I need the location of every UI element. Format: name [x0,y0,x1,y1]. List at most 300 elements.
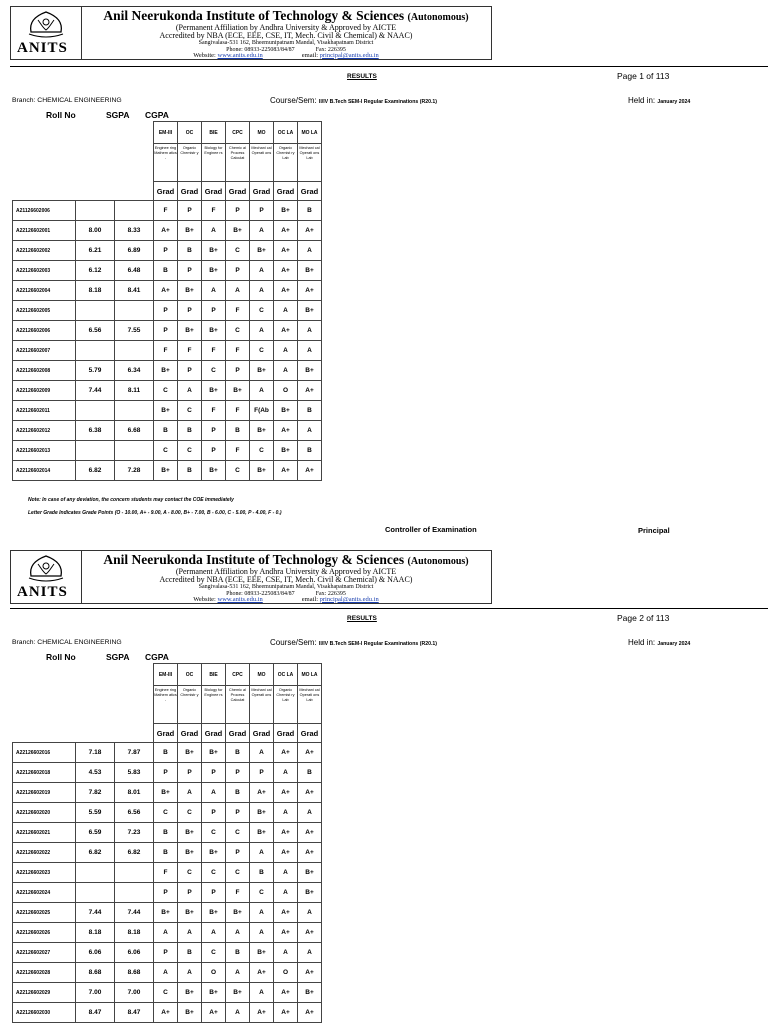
grade-cell: A+ [298,461,322,481]
held-label: Held in: [628,638,656,647]
spacer [76,122,115,144]
fax: Fax: 226395 [315,46,346,53]
grade-cell: B [154,823,178,843]
grade-cell: A [250,983,274,1003]
deviation-note: Note: In case of any deviation, the concern students may contact the COE immediately [28,497,234,503]
grade-cell: F [226,401,250,421]
grade-cell: A [274,943,298,963]
spacer [115,724,154,743]
grade-cell: A [202,923,226,943]
address: Sangivalasa-531 162, Bheemunipatnam Mandal, Visakhapatnam District [198,40,374,47]
roll-number: A22126602004 [13,281,76,301]
phone: Phone: 08933-225083/84/87 [226,590,295,597]
subject-code: MO [250,122,274,144]
grade-cell: A+ [298,381,322,401]
grade-cell: B+ [178,843,202,863]
course-label: Course/Sem: [270,638,317,647]
table-row [13,301,322,321]
cgpa-value [115,441,154,461]
grade-cell: P [178,261,202,281]
grade-cell: P [226,361,250,381]
roll-number: A21126602006 [13,201,76,221]
institute-header [10,550,492,604]
subject-name: Mechani cal Operati ons [250,144,274,182]
grade-cell: A [226,281,250,301]
roll-number: A22126602024 [13,883,76,903]
results-heading: RESULTS [347,615,377,622]
grade-label: Grad [178,724,202,743]
grade-cell: A+ [250,783,274,803]
grade-cell: A+ [274,783,298,803]
cgpa-value: 7.44 [115,903,154,923]
grade-cell: C [226,461,250,481]
website-label: Website: [193,595,216,603]
cgpa-value: 7.00 [115,983,154,1003]
roll-no-header: Roll No [46,110,76,120]
sgpa-value: 6.82 [76,843,115,863]
grade-label: Grad [154,724,178,743]
subject-code: CPC [226,664,250,686]
grade-cell: P [202,301,226,321]
sgpa-value: 7.82 [76,783,115,803]
cgpa-value: 6.48 [115,261,154,281]
grade-cell: C [154,441,178,461]
grade-cell: A [298,903,322,923]
subject-name: Organic Chemist ry Lab [274,144,298,182]
spacer [13,686,76,724]
subject-code: CPC [226,122,250,144]
roll-number: A22126602026 [13,923,76,943]
grade-cell: F [226,883,250,903]
grade-label: Grad [298,724,322,743]
grade-cell: B+ [298,301,322,321]
table-row [13,261,322,281]
course-value: II/IV B.Tech SEM-I Regular Examinations (R20.1) [318,99,438,105]
grade-label-row [13,182,322,201]
grade-cell: C [250,301,274,321]
grade-cell: B [298,201,322,221]
email-link[interactable]: principal@anits.edu.in [319,51,379,59]
grade-cell: B+ [202,461,226,481]
grade-cell: A [298,321,322,341]
institute-info [81,553,491,604]
grade-label: Grad [226,724,250,743]
table-row [13,903,322,923]
table-row [13,743,322,763]
grade-cell: A [202,281,226,301]
grade-cell: B+ [250,803,274,823]
grade-cell: P [226,843,250,863]
cgpa-header: CGPA [145,110,169,120]
table-row [13,381,322,401]
grade-cell: A [298,241,322,261]
roll-number: A22126602020 [13,803,76,823]
grade-cell: F [226,441,250,461]
principal-signature: Principal [638,526,670,535]
roll-number: A22126602014 [13,461,76,481]
grade-cell: O [274,963,298,983]
grade-cell: A [250,261,274,281]
sgpa-header: SGPA [106,110,130,120]
grade-cell: F [226,341,250,361]
grade-label: Grad [250,182,274,201]
grade-cell: P [178,883,202,903]
table-row [13,201,322,221]
grade-cell: F [178,341,202,361]
spacer [115,686,154,724]
grade-cell: B+ [178,983,202,1003]
subject-code: OC [178,664,202,686]
grade-cell: B [154,843,178,863]
page-number: Page 2 of 113 [617,613,670,623]
cgpa-value: 5.83 [115,763,154,783]
table-row [13,441,322,461]
table-row [13,823,322,843]
grade-cell: B+ [178,321,202,341]
spacer [76,724,115,743]
accreditation: Accredited by NBA (ECE, EEE, CSE, IT, Mech. Civil & Chemical) & NAAC) [159,574,413,584]
grade-cell: A [274,301,298,321]
cgpa-value: 7.23 [115,823,154,843]
grade-cell: C [226,823,250,843]
grade-label-row [13,724,322,743]
grade-cell: B+ [154,783,178,803]
grade-cell: A [154,963,178,983]
cgpa-value [115,301,154,321]
subject-code: EM-III [154,122,178,144]
grade-cell: B [250,863,274,883]
roll-number: A22126602007 [13,341,76,361]
roll-number: A22126602012 [13,421,76,441]
sgpa-value: 7.44 [76,381,115,401]
grade-cell: B [178,241,202,261]
grade-cell: P [202,441,226,461]
grade-cell: C [226,863,250,883]
grade-cell: P [154,883,178,903]
grade-cell: B+ [226,983,250,1003]
grade-cell: B+ [274,401,298,421]
table-row [13,883,322,903]
email-label: email: [301,595,319,603]
roll-number: A22126602021 [13,823,76,843]
page-number: Page 1 of 113 [617,71,670,81]
sgpa-value: 8.68 [76,963,115,983]
subject-code-row [13,122,322,144]
grade-cell: A+ [274,823,298,843]
grade-cell: B [154,421,178,441]
sgpa-value: 6.38 [76,421,115,441]
grade-cell: B+ [202,983,226,1003]
accreditation: Accredited by NBA (ECE, EEE, CSE, IT, Mech. Civil & Chemical) & NAAC) [159,30,413,40]
grade-cell: A [250,923,274,943]
grade-cell: A [298,421,322,441]
grade-cell: P [178,201,202,221]
sgpa-value [76,883,115,903]
subject-code-row [13,664,322,686]
grade-cell: C [250,883,274,903]
grade-cell: B+ [274,201,298,221]
roll-number: A22126602008 [13,361,76,381]
grade-cell: B+ [226,221,250,241]
logo-text: ANITS [17,584,68,600]
roll-number: A22126602025 [13,903,76,923]
grade-cell: F [202,201,226,221]
roll-number: A22126602005 [13,301,76,321]
website-link[interactable]: www.anits.edu.in [217,51,263,59]
sgpa-value: 8.00 [76,221,115,241]
grade-cell: B+ [274,441,298,461]
grade-cell: A [250,903,274,923]
grade-cell: F [154,341,178,361]
website-link[interactable]: www.anits.edu.in [217,595,263,603]
grade-cell: A+ [298,823,322,843]
subject-name: Chemic al Process Calculat [226,144,250,182]
grade-cell: B+ [202,903,226,923]
cgpa-value [115,883,154,903]
grade-cell: F [154,863,178,883]
table-row [13,321,322,341]
subject-code: OC LA [274,122,298,144]
grade-cell: B+ [202,843,226,863]
grade-cell: B+ [154,361,178,381]
grade-cell: C [202,361,226,381]
cgpa-value [115,201,154,221]
sgpa-value: 8.18 [76,923,115,943]
roll-number: A22126602030 [13,1003,76,1023]
sgpa-value: 6.12 [76,261,115,281]
table-row [13,863,322,883]
grade-cell: C [226,241,250,261]
subject-code: BIE [202,664,226,686]
grade-cell: A [202,221,226,241]
grade-cell: B+ [178,221,202,241]
subject-code: EM-III [154,664,178,686]
grade-cell: B+ [298,361,322,381]
grade-cell: A [298,943,322,963]
grade-cell: C [226,321,250,341]
held-label: Held in: [628,96,656,105]
grade-cell: A+ [274,461,298,481]
grade-cell: B [226,421,250,441]
grade-cell: A [274,863,298,883]
grade-cell: A [178,783,202,803]
roll-number: A22126602018 [13,763,76,783]
grade-cell: A [274,763,298,783]
table-row [13,421,322,441]
sgpa-value: 6.06 [76,943,115,963]
grade-cell: P [250,201,274,221]
grade-points-note: Letter Grade Indicates Grade Points (O - 10.00, A+ - 9.00, A - 8.00, B+ - 7.00, B - 6.00, C - 5.00, P - 4.00, F - 0.) [28,510,282,516]
grade-label: Grad [154,182,178,201]
grade-cell: P [202,421,226,441]
grade-cell: B+ [178,1003,202,1023]
sgpa-value [76,201,115,221]
table-row [13,461,322,481]
grade-label: Grad [226,182,250,201]
sgpa-value [76,863,115,883]
grade-cell: B [154,743,178,763]
grade-cell: A [178,381,202,401]
spacer [13,144,76,182]
logo-text: ANITS [17,40,68,56]
phone: Phone: 08933-225083/84/87 [226,46,295,53]
email-link[interactable]: principal@anits.edu.in [319,595,379,603]
cgpa-value [115,341,154,361]
roll-number: A22126602019 [13,783,76,803]
grade-cell: B [226,783,250,803]
grade-cell: A+ [154,1003,178,1023]
grade-cell: B+ [154,401,178,421]
sgpa-value [76,441,115,461]
spacer [13,724,76,743]
grade-cell: A+ [274,983,298,1003]
course-value: II/IV B.Tech SEM-I Regular Examinations (R20.1) [318,641,438,647]
grade-cell: A+ [298,843,322,863]
grade-label: Grad [202,724,226,743]
grade-cell: A [226,1003,250,1023]
grade-cell: F(Ab [250,401,274,421]
roll-number: A22126602001 [13,221,76,241]
grade-cell: A [250,381,274,401]
grade-label: Grad [274,724,298,743]
grade-cell: B [178,943,202,963]
grade-cell: P [226,261,250,281]
grade-cell: B+ [250,421,274,441]
cgpa-value: 6.68 [115,421,154,441]
subject-code: MO LA [298,122,322,144]
grade-cell: A+ [274,221,298,241]
grade-cell: B [178,421,202,441]
grade-cell: B+ [250,823,274,843]
roll-number: A22126602027 [13,943,76,963]
sgpa-value [76,401,115,421]
grade-cell: A+ [274,241,298,261]
table-row [13,401,322,421]
subject-name: Organic Chemistr y [178,144,202,182]
grade-cell: A [250,321,274,341]
grade-cell: A+ [298,221,322,241]
grade-cell: A+ [274,923,298,943]
grade-cell: P [178,301,202,321]
table-row [13,983,322,1003]
sgpa-value [76,301,115,321]
grade-cell: C [202,863,226,883]
grade-label: Grad [250,724,274,743]
subject-name: Enginee ring Mathem atics - [154,144,178,182]
branch: Branch: CHEMICAL ENGINEERING [12,97,122,104]
grade-cell: B+ [202,261,226,281]
cgpa-value: 6.06 [115,943,154,963]
roll-number: A22126602003 [13,261,76,281]
grade-cell: A [250,843,274,863]
spacer [115,182,154,201]
grade-cell: A [274,803,298,823]
table-row [13,803,322,823]
spacer [76,664,115,686]
divider [10,66,768,67]
grade-cell: B+ [178,281,202,301]
grade-cell: A+ [154,221,178,241]
grade-cell: B+ [298,261,322,281]
sgpa-value: 7.44 [76,903,115,923]
grade-cell: P [154,241,178,261]
grade-cell: A [274,341,298,361]
grade-cell: P [178,763,202,783]
grade-cell: B+ [250,461,274,481]
grade-cell: F [154,201,178,221]
grade-cell: B+ [178,823,202,843]
grade-cell: O [274,381,298,401]
grade-cell: A+ [298,923,322,943]
sgpa-value: 7.00 [76,983,115,1003]
result-page-2 [0,546,768,1024]
sgpa-value: 5.59 [76,803,115,823]
divider [10,608,768,609]
table-row [13,361,322,381]
subject-code: BIE [202,122,226,144]
table-row [13,943,322,963]
grade-cell: C [154,381,178,401]
grade-cell: F [202,341,226,361]
sgpa-value: 6.56 [76,321,115,341]
logo [11,7,82,59]
subject-name: Biology for Enginee rs [202,686,226,724]
roll-number: A22126602009 [13,381,76,401]
cgpa-value [115,401,154,421]
subject-name: Biology for Enginee rs [202,144,226,182]
spacer [76,686,115,724]
grade-cell: C [178,441,202,461]
spacer [13,182,76,201]
cgpa-value: 8.41 [115,281,154,301]
grade-cell: B+ [298,883,322,903]
roll-number: A22126602023 [13,863,76,883]
subject-desc-row [13,144,322,182]
grade-cell: C [202,823,226,843]
grade-cell: A+ [298,281,322,301]
table-row [13,923,322,943]
grade-cell: A [298,803,322,823]
cgpa-header: CGPA [145,652,169,662]
institute-name: Anil Neerukonda Institute of Technology & Sciences [103,8,405,23]
autonomous-label: (Autonomous) [407,556,469,567]
roll-number: A22126602013 [13,441,76,461]
grade-cell: A+ [298,783,322,803]
emblem-icon [23,10,69,40]
grade-cell: A+ [298,743,322,763]
grade-cell: B [226,743,250,763]
grade-cell: A+ [250,1003,274,1023]
grade-cell: A [226,923,250,943]
cgpa-value: 8.01 [115,783,154,803]
grade-cell: P [154,321,178,341]
grade-cell: A+ [298,1003,322,1023]
spacer [76,144,115,182]
grade-cell: A [250,743,274,763]
held-value: January 2024 [657,99,691,105]
roll-number: A22126602011 [13,401,76,421]
sgpa-value: 4.53 [76,763,115,783]
grade-label: Grad [298,182,322,201]
subject-code: OC [178,122,202,144]
spacer [76,182,115,201]
subject-name: Mechani cal Operati ons [250,686,274,724]
cgpa-value: 8.11 [115,381,154,401]
cgpa-value: 6.34 [115,361,154,381]
grade-cell: A+ [274,903,298,923]
grade-cell: C [154,983,178,1003]
grade-cell: B+ [154,461,178,481]
